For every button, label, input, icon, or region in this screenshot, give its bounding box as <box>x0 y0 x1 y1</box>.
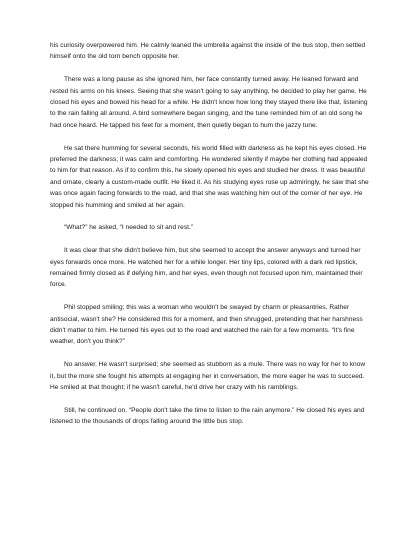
paragraph-8: Still, he continued on. “People don't take the time to listen to the rain anymore.” He closed his eyes and listened to the thousands of drops falling around the little bus stop. <box>50 406 365 426</box>
document-page <box>50 40 372 428</box>
paragraph-1: his curiosity overpowered him. He calmly leaned the umbrella against the inside of the bus stop, then settled himself onto the old torn bench opposite her. <box>50 42 366 61</box>
paragraph-3: He sat there humming for several seconds, his world filled with darkness as he kept his eyes closed. He preferred the darkness; it was calm and comforting. He wondered silently if maybe her clothing had appealed to him for that reason. As if to confirm this, he slowly opened his eyes and studied her dress. It was beautiful and ornate, clearly a custom-made outfit. He liked it. As his studying eyes rose up admiringly, he saw that she was once again facing forwards to the road, and that she was watching him out of the corner of her eye. He stopped his humming and smiled at her again. <box>50 144 369 209</box>
paragraph-5: It was clear that she didn't believe him, but she seemed to accept the answer anyways and turned her eyes forwards once more. He watched her for a while longer. Her tiny lips, colored with a dark red lipstick, remained firmly closed as if defying him, and her eyes, even though not focused upon him, maintained their force. <box>50 247 363 289</box>
paragraph-6: Phil stopped smiling; this was a woman who wouldn't be swayed by charm or pleasantries. Rather antisocial, wasn't she? He considered this for a moment, and then shrugged, pretending that her harshness didn't matter to him. He turned his eyes out to the road and watched the rain for a few moments. “It's fine weather, don't you think?” <box>50 304 363 346</box>
paragraph-4: “What?” he asked, “I needed to sit and rest.” <box>64 224 193 232</box>
paragraph-7: No answer. He wasn't surprised; she seemed as stubborn as a mule. There was no way for her to know it, but the more she fought his attempts at engaging her in conversation, the more eager he was to succeed. He smiled at that thought; if he wasn't careful, he'd drive her crazy with his ramblings. <box>50 361 366 392</box>
paragraph-2: There was a long pause as she ignored him, her face constantly turned away. He leaned forward and rested his arms on his knees. Seeing that she wasn't going to say anything, he decided to play her game. He closed his eyes and bowed his head for a while. He didn't know how long they stayed there like that, listening to the rain falling all around. A bird somewhere began singing, and the tune reminded him of an old song he had once heard. He tapped his feet for a moment, then quietly began to hum the jazzy tune. <box>50 76 368 129</box>
